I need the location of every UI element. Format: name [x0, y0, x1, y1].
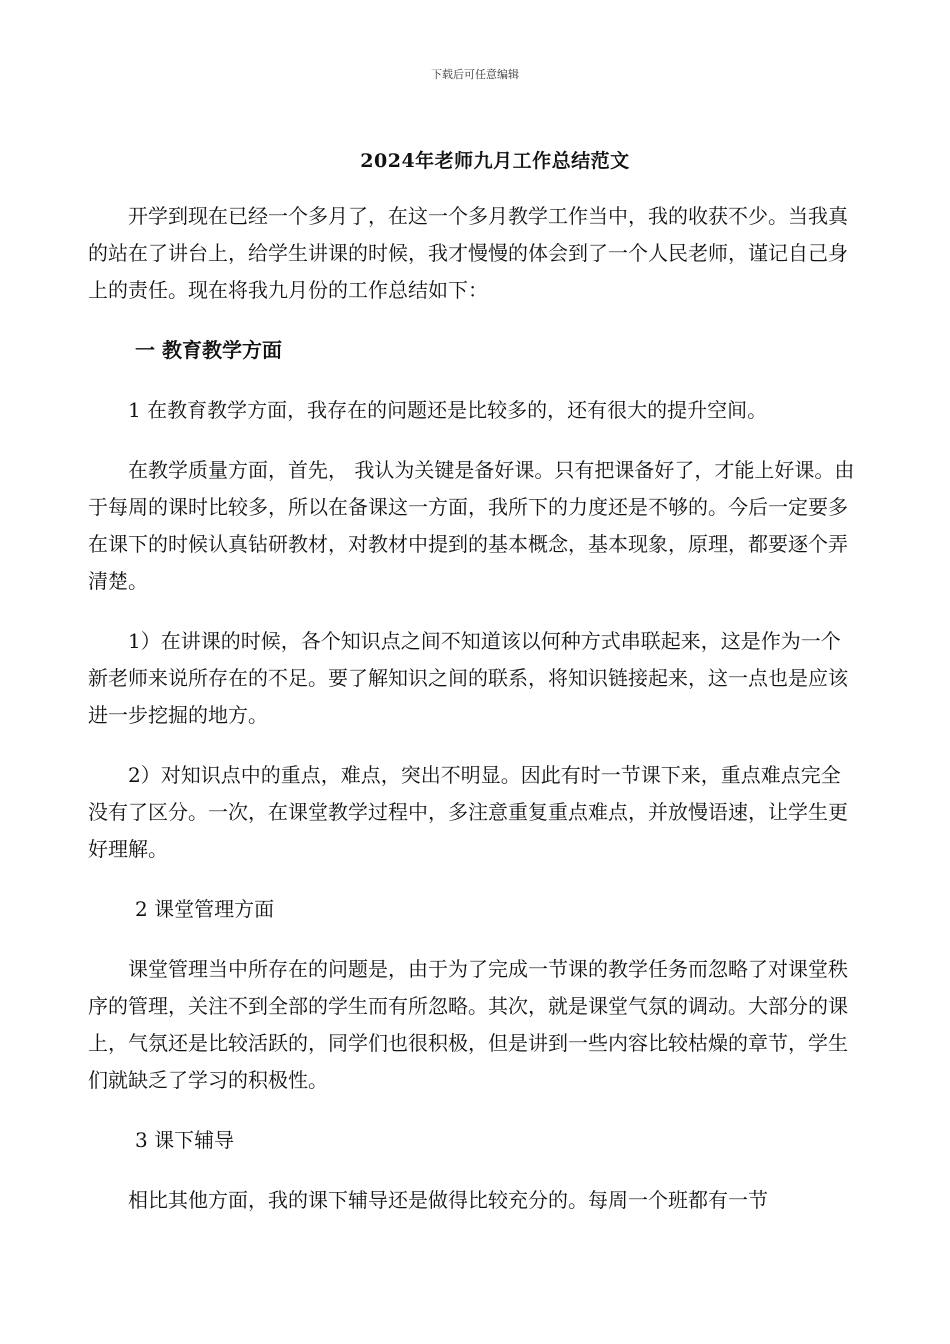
- document-title: 2024年老师九月工作总结范文: [360, 150, 630, 172]
- section-heading-teaching: 一 教育教学方面: [135, 338, 282, 362]
- section-heading-after-class-tutoring: 3 课下辅导: [135, 1128, 235, 1152]
- point-2-paragraph: 2）对知识点中的重点，难点，突出不明显。因此有时一节课下来，重点难点完全没有了区分。一次，在课堂教学过程中，多注意重复重点难点，并放慢语速，让学生更好理解。: [88, 763, 848, 861]
- teaching-quality-paragraph: 在教学质量方面，首先， 我认为关键是备好课。只有把课备好了，才能上好课。由于每周的课时比较多，所以在备课这一方面，我所下的力度还是不够的。今后一定要多在课下的时候认真钻研教材，对教材中提到的基本概念，基本现象，原理，都要逐个弄清楚。: [88, 458, 855, 593]
- point-1-paragraph: 1）在讲课的时候，各个知识点之间不知道该以何种方式串联起来，这是作为一个新老师来说所存在的不足。要了解知识之间的联系，将知识链接起来，这一点也是应该进一步挖掘的地方。: [88, 629, 848, 727]
- classroom-management-paragraph: 课堂管理当中所存在的问题是，由于为了完成一节课的教学任务而忽略了对课堂秩序的管理，关注不到全部的学生而有所忽略。其次，就是课堂气氛的调动。大部分的课上，气氛还是比较活跃的，同学们也很积极，但是讲到一些内容比较枯燥的章节，学生们就缺乏了学习的积极性。: [88, 957, 848, 1092]
- after-class-tutoring-paragraph: 相比其他方面，我的课下辅导还是做得比较充分的。每周一个班都有一节: [128, 1188, 768, 1212]
- document-body: [88, 198, 860, 1242]
- page-header-note: 下载后可任意编辑: [431, 68, 519, 81]
- section1-item1: 1 在教育教学方面，我存在的问题还是比较多的，还有很大的提升空间。: [128, 398, 768, 422]
- section-heading-classroom-management: 2 课堂管理方面: [135, 897, 275, 921]
- intro-paragraph: 开学到现在已经一个多月了，在这一个多月教学工作当中，我的收获不少。当我真的站在了讲台上，给学生讲课的时候，我才慢慢的体会到了一个人民老师，谨记自己身上的责任。现在将我九月份的工作总结如下：: [88, 204, 848, 302]
